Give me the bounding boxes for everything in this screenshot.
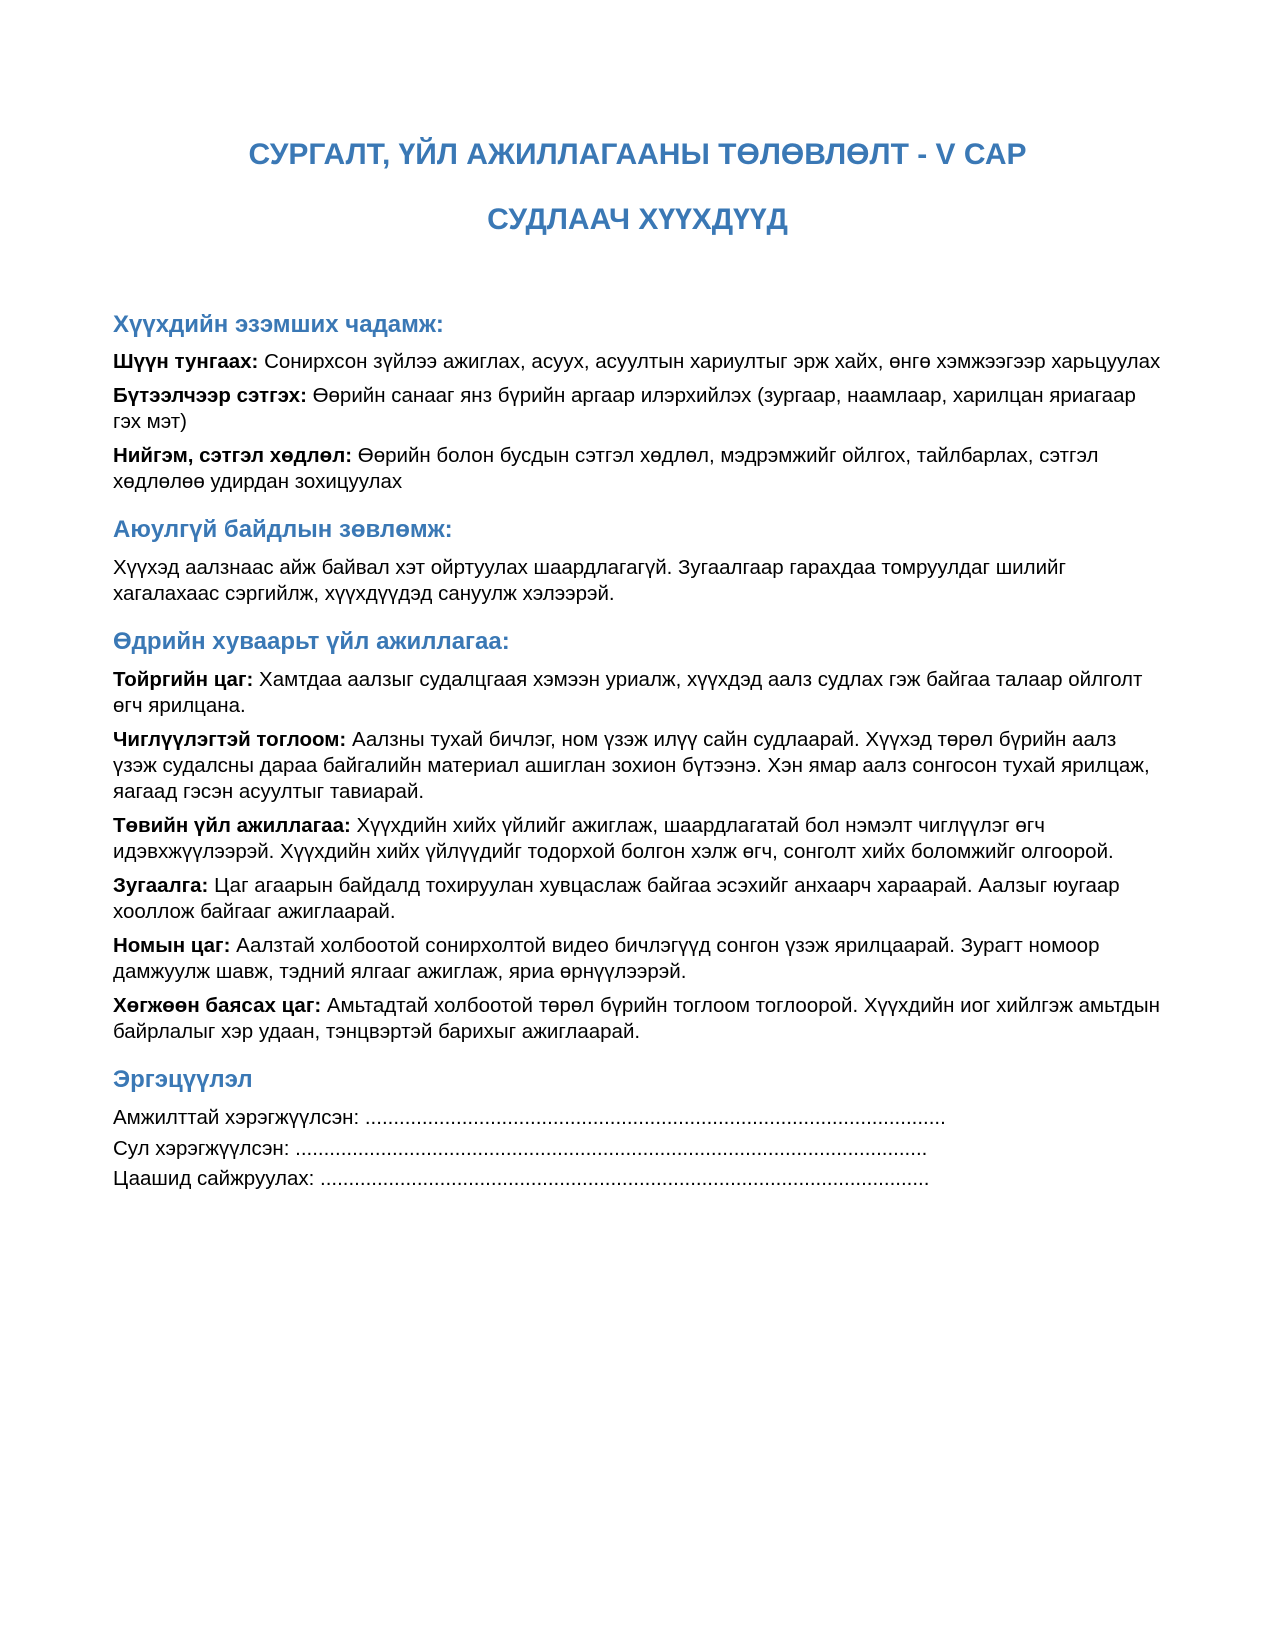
daily-item-text: Хамтдаа аалзыг судалцгаая хэмээн уриалж, хүүхдэд аалз судлах гэж байгаа талаар ойлголт өгч ярилцана. [113, 668, 1143, 717]
daily-item-text: Аалзны тухай бичлэг, ном үзэж илүү сайн судлаарай. Хүүхэд төрөл бүрийн аалз үзэж судалсны дараа байгалийн материал ашиглан зохион бүтээнэ. Хэн ямар аалз сонгосон тухай ярилцаж, яагаад гэсэн асуултыг тавиарай. [113, 728, 1150, 803]
daily-item-label: Чиглүүлэгтэй тоглоом: [113, 728, 347, 751]
daily-item-text: Цаг агаарын байдалд тохируулан хувцаслаж байгаа эсэхийг анхаарч хараарай. Аалзыг юугаар хооллож байгааг ажиглаарай. [113, 874, 1120, 923]
daily-item-label: Хөгжөөн баясах цаг: [113, 994, 322, 1017]
competency-item-text: Сонирхсон зүйлээ ажиглах, асуух, асуултын хариултыг эрж хайх, өнгө хэмжээгээр харьцуулах [258, 350, 1161, 373]
safety-heading: Аюулгүй байдлын зөвлөмж: [113, 516, 453, 543]
competency-heading: Хүүхдийн эзэмших чадамж: [113, 311, 444, 338]
competency-item [113, 349, 1162, 375]
daily-item [113, 873, 1162, 925]
daily-item-label: Номын цаг: [113, 934, 231, 957]
competency-item-label: Бүтээлчээр сэтгэх: [113, 384, 307, 407]
daily-item [113, 933, 1162, 985]
page-title: СУРГАЛТ, ҮЙЛ АЖИЛЛАГААНЫ ТӨЛӨВЛӨЛТ - V САР [248, 138, 1027, 171]
daily-item-text: Хүүхдийн хийх үйлийг ажиглаж, шаардлагатай бол нэмэлт чиглүүлэг өгч идэвхжүүлээрэй. Хүүхдийн хийх үйлүүдийг тодорхой болгон хэлж өгч, сонголт хийх боломжийг олгоорой. [113, 814, 1114, 863]
daily-item [113, 813, 1162, 865]
daily-item [113, 727, 1162, 805]
evaluation-line-success: Амжилттай хэрэгжүүлсэн: ...................................................................................................... [113, 1106, 946, 1129]
evaluation-line-weak: Сул хэрэгжүүлсэн: ............................................................................................................... [113, 1136, 928, 1160]
daily-item-label: Зугаалга: [113, 874, 209, 897]
competency-item-text: Өөрийн санааг янз бүрийн аргаар илэрхийлэх (зургаар, наамлаар, харилцан яриагаар гэх мэт) [113, 384, 1136, 433]
evaluation-line-improve: Цаашид сайжруулах: ........................................................................................................... [113, 1167, 930, 1190]
daily-heading: Өдрийн хуваарьт үйл ажиллагаа: [113, 628, 510, 655]
competency-item-label: Шүүн тунгаах: [113, 350, 259, 373]
safety-text: Хүүхэд аалзнаас айж байвал хэт ойртуулах шаардлагагүй. Зугаалгаар гарахдаа томруулдаг шилийг хагалахаас сэргийлж, хүүхдүүдэд сануулж хэлээрэй. [113, 556, 1066, 605]
page-subtitle: СУДЛААЧ ХҮҮХДҮҮД [487, 203, 788, 236]
daily-item-text: Амьтадтай холбоотой төрөл бүрийн тоглоом тоглоорой. Хүүхдийн иог хийлгэж амьтдын байрлалыг хэр удаан, тэнцвэртэй барихыг ажиглаарай. [113, 994, 1160, 1043]
evaluation-lines [113, 1103, 1162, 1195]
daily-item-label: Төвийн үйл ажиллагаа: [113, 814, 351, 837]
daily-item [113, 993, 1162, 1045]
competency-item [113, 383, 1162, 435]
competency-item-label: Нийгэм, сэтгэл хөдлөл: [113, 444, 353, 467]
competency-item [113, 443, 1162, 495]
daily-item-label: Тойргийн цаг: [113, 668, 254, 691]
evaluation-heading: Эргэцүүлэл [113, 1066, 253, 1093]
daily-item-text: Аалзтай холбоотой сонирхолтой видео бичлэгүүд сонгон үзэж ярилцаарай. Зурагт номоор дамжуулж шавж, тэдний ялгааг ажиглаж, яриа өрнүүлээрэй. [113, 934, 1100, 983]
competency-item-text: Өөрийн болон бусдын сэтгэл хөдлөл, мэдрэмжийг ойлгох, тайлбарлах, сэтгэл хөдлөлөө удирдан зохицуулах [113, 444, 1099, 493]
daily-item [113, 667, 1162, 719]
